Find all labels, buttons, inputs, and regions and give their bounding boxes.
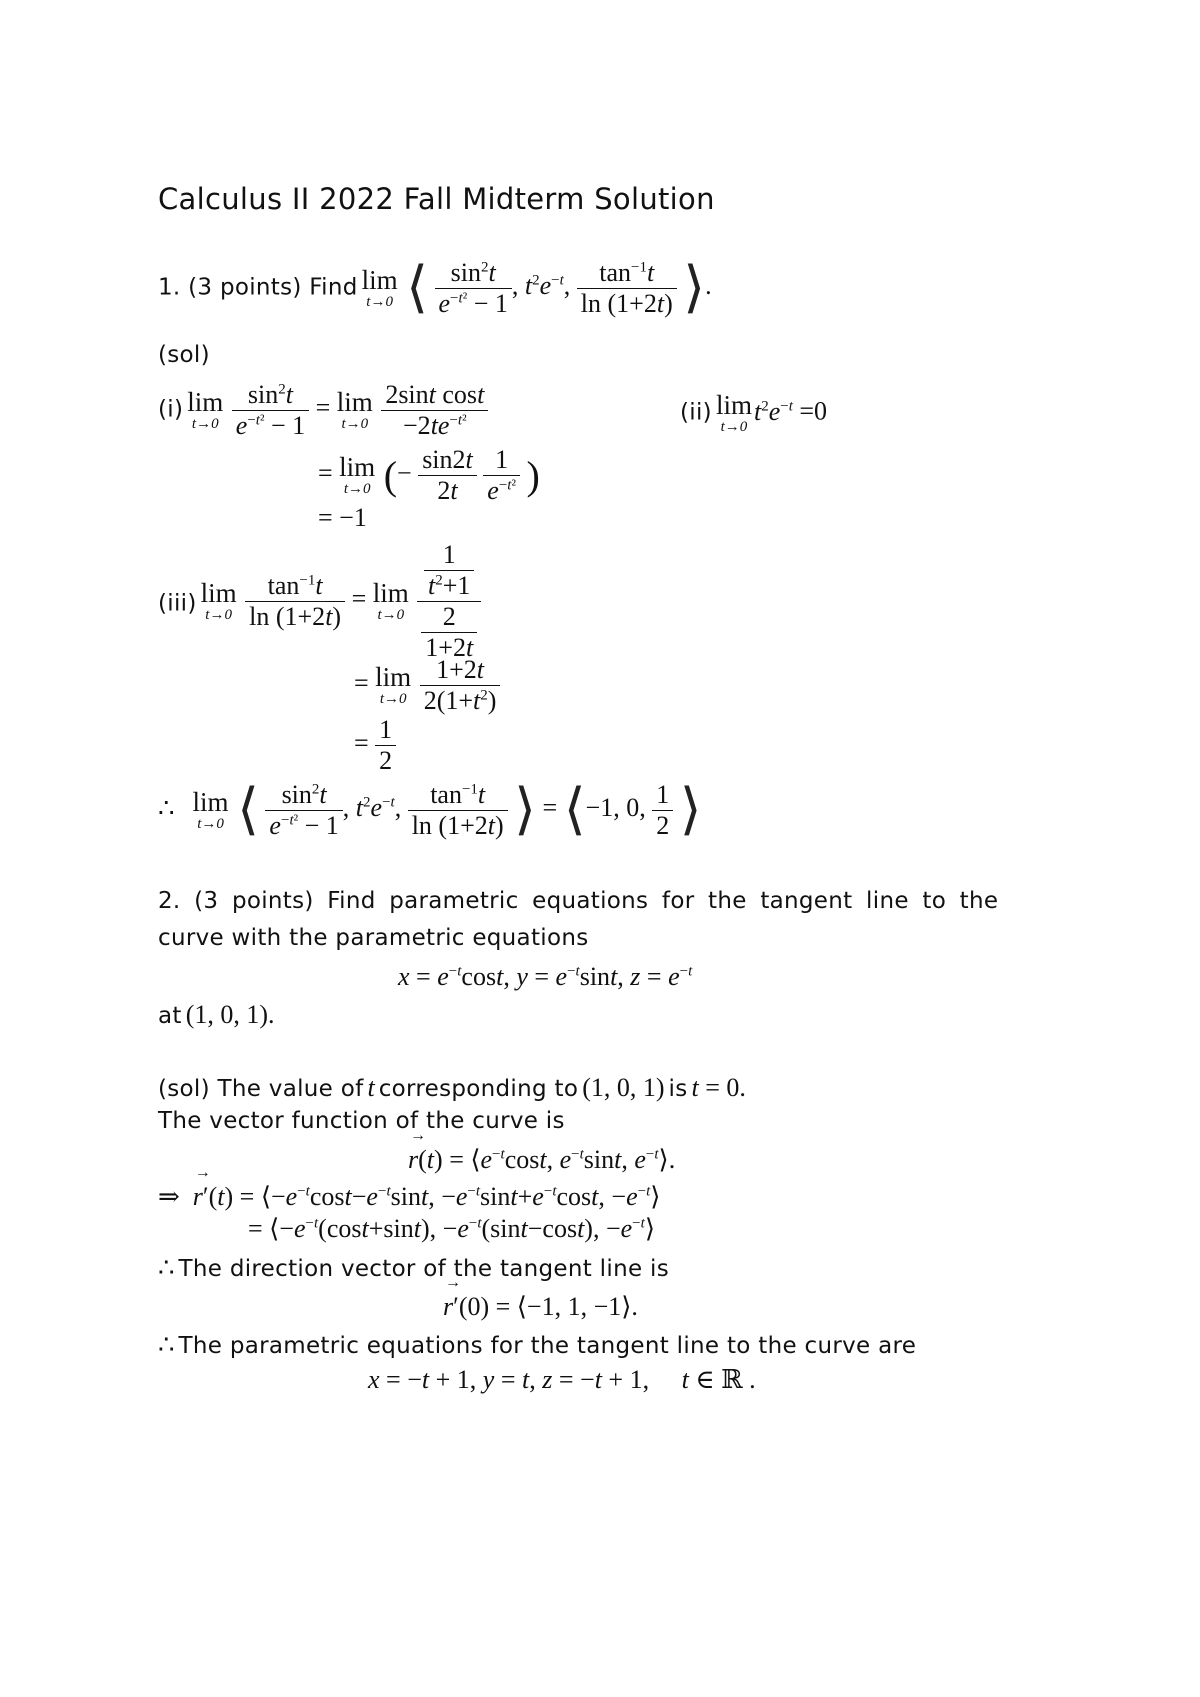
direction-vector-eq: → r′(0) = ⟨−1, 1, −1⟩. — [443, 1292, 638, 1322]
problem-1-statement — [158, 258, 712, 319]
sol-text-c: is — [668, 1076, 688, 1102]
implies-symbol: ⇒ — [158, 1182, 180, 1211]
problem-2-equations: $x = e^{-t}\cos t$, $y = e^{-t}\sin t$, $z = e^{-t}$ — [398, 962, 693, 991]
sol-text-a: (sol) The value of — [158, 1076, 364, 1102]
part-i-label: (i) — [158, 396, 184, 423]
at-label: at — [158, 1003, 182, 1029]
problem-1-expression: lim t→0 ⟨ $\frac{\sin^2t}{e^{-t^2} - 1}$ , $t^2e^{-t}$, $\frac{\tan^{-1}t}{\ln (1+2t)}$ ⟩. — [361, 257, 712, 320]
at-point: (1, 0, 1) — [185, 1000, 269, 1029]
part-i-line-1: (i) lim t→0 $\frac{\sin^2t}{e^{-t^2} - 1}$ = lim t→0 $\frac{\text{2sint cost}}{-2te^{-t^2}}$ — [158, 380, 488, 441]
part-i-result: = −1 — [318, 503, 367, 532]
derivative-line-2: = $⟨-e^{-t}(\cos t+\sin t)$, $-e^{-t}(\sin t-\cos t)$, $-e^{-t}⟩$ — [248, 1214, 655, 1243]
part-i-line-2: = lim t→0 (− $\frac{\sin 2t}{2t}$ $\frac{1}{e^{-t^2}}$ ) — [318, 445, 540, 505]
therefore-symbol-3: ∴ — [158, 1330, 175, 1359]
page-title: Calculus II 2022 Fall Midterm Solution — [158, 182, 715, 216]
problem-1-conclusion: ∴ lim t→0 ⟨ $\frac{\sin^2t}{e^{-t^2} - 1}$ , $t^2e^{-t}$, $\frac{\tan^{-1}t}{\ln (1+2t)}$ ⟩ = ⟨−1, 0, $\frac{1}{2}$ ⟩ — [158, 779, 702, 842]
therefore-symbol-2: ∴ — [158, 1253, 175, 1282]
derivative-line-1: ⇒ → $r'(t) = ⟨-e^{-t}\cos t-e^{-t}\sin t$, $-e^{-t}\sin t+e^{-t}\cos t$, $-e^{-t}⟩$ — [158, 1182, 660, 1212]
part-iii-label: (iii) — [158, 590, 197, 617]
therefore-symbol: ∴ — [158, 793, 175, 823]
problem-2-sol-line: (sol) The value of t corresponding to (1, 0, 1) is t = 0. — [158, 1073, 746, 1102]
problem-2-at-line: at (1, 0, 1). — [158, 1000, 275, 1029]
part-iii-line-3: = $\frac{1}{2}$ — [354, 715, 396, 776]
parametric-text-line — [158, 1330, 916, 1360]
parametric-text: The parametric equations for the tangent line to the curve are — [178, 1333, 917, 1359]
part-iii-line-1: (iii) lim t→0 $\frac{\tan^{-1}t}{\ln (1+2t)}$ = lim t→0 $\frac{\frac{1}{t^2+1}}{\frac{2}{1+2t}}$ — [158, 540, 481, 663]
part-ii-label: (ii) — [680, 399, 712, 426]
problem-1-label: 1. (3 points) Find — [158, 274, 358, 301]
problem-2-line-2: curve with the parametric equations — [158, 925, 589, 951]
vector-function-eq: → $r(t) = ⟨e^{-t}\cos t$, $e^{-t}\sin t$, $e^{-t}⟩$. — [408, 1145, 675, 1175]
sol-text-b: corresponding to — [378, 1076, 579, 1102]
tangent-line-equations: x = −t + 1, y = t, z = −t + 1, t ∈ ℝ . — [368, 1365, 756, 1394]
problem-2-line-1: 2. (3 points) Find parametric equations for the tangent line to the — [158, 888, 999, 914]
direction-vector-text: The direction vector of the tangent line is — [178, 1256, 669, 1282]
part-ii-result: =0 — [799, 396, 828, 426]
direction-vector-line — [158, 1253, 669, 1283]
problem-1-sol-label: (sol) — [158, 342, 210, 368]
part-iii-line-2: = lim t→0 $\frac{1+2t}{2(1+t^2)}$ — [354, 655, 500, 716]
vector-function-text: The vector function of the curve is — [158, 1108, 565, 1134]
part-ii-line: (ii) lim t→0 $t^2e^{-t} =0$ — [680, 390, 828, 435]
